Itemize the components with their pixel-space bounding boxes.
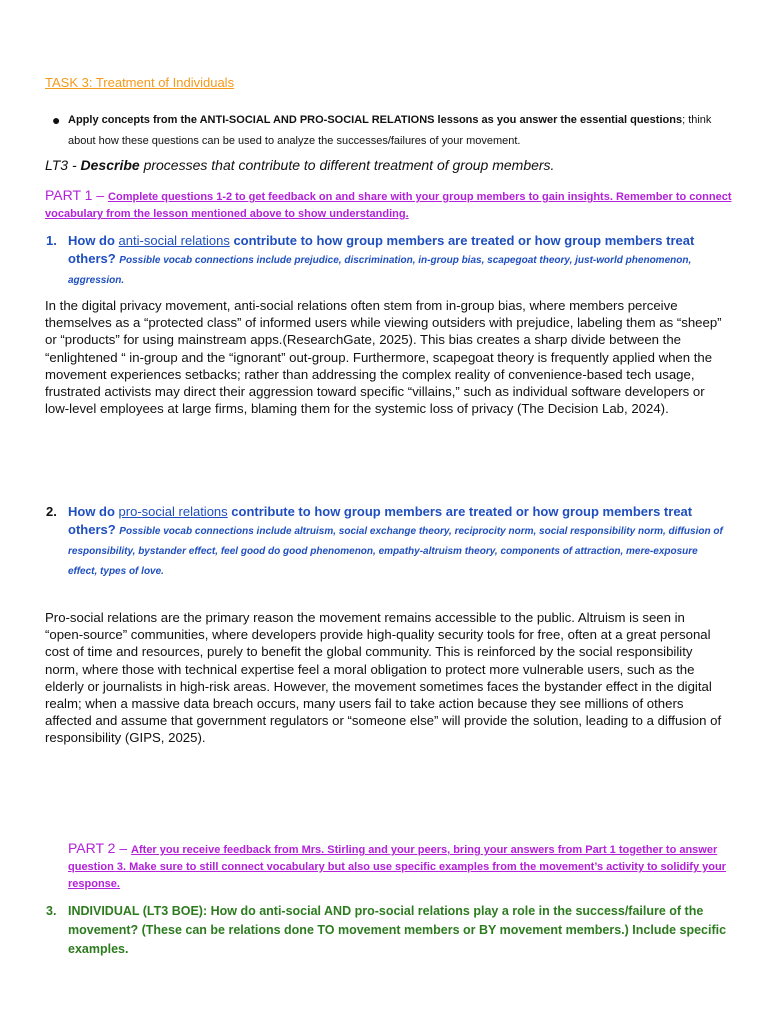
question-1-number: 1.: [46, 233, 57, 248]
learning-target-verb: Describe: [80, 157, 140, 173]
part1-heading: [45, 187, 735, 223]
question-1-prefix: How do: [68, 233, 119, 248]
question-3-text: INDIVIDUAL (LT3 BOE): How do anti-social AND pro-social relations play a role in the success/failure of the movement? (These can be relations done TO movement members or BY movement members.) Include specific examples.: [68, 904, 727, 956]
learning-target-label: LT3 -: [45, 157, 81, 173]
question-1-vocab: Possible vocab connections include prejudice, discrimination, in-group bias, scapegoat theory, just-world phenomenon, aggression.: [68, 255, 692, 286]
part1-label: PART 1 –: [45, 187, 109, 203]
instruction-bullet: [52, 110, 718, 152]
bullet-dot-icon: ●: [52, 112, 61, 128]
question-2-term: pro-social relations: [118, 504, 228, 519]
question-2-suffix: contribute to how group members are treated or how group members treat others?: [68, 504, 693, 537]
question-1-suffix: contribute to how group members are treated or how group members treat others?: [68, 233, 695, 266]
part2-text: After you receive feedback from Mrs. Stirling and your peers, bring your answers from Part 1 together to answer question 3. Make sure to still connect vocabulary but also use specific examples from the movement’s activity to solidify your response.: [68, 844, 726, 890]
question-1-term: anti-social relations: [118, 233, 230, 248]
question-2-number: 2.: [46, 504, 57, 519]
answer-2: Pro-social relations are the primary reason the movement remains accessible to the public. Altruism is seen in “open-source” communities, where developers provide high-quality security tools for free, often at a great personal cost of time and resources, purely to benefit the global community. This is reinforced by the social responsibility norm, where those with technical expertise feel a moral obligation to protect more vulnerable users, such as the elderly or journalists in high-risk areas. However, the movement sometimes faces the bystander effect in the digital realm; when a massive data breach occurs, many users fail to take action because they see millions of others affected and assume that government regulators or “someone else” will provide the solution, leading to a diffusion of responsibility (GIPS, 2025).: [45, 610, 722, 746]
question-3-number: 3.: [46, 904, 57, 918]
part1-text: Complete questions 1-2 to get feedback on and share with your group members to gain insights. Remember to connect vocabulary from the lesson mentioned above to show understanding.: [45, 191, 732, 220]
question-2-vocab: Possible vocab connections include altruism, social exchange theory, reciprocity norm, social responsibility norm, diffusion of responsibility, bystander effect, feel good do good phenomenon, empathy-altruism theory, components of attraction, mere-exposure effect, types of love.: [68, 526, 723, 577]
part2-heading: [68, 840, 728, 893]
instruction-rest-text: ; think about how these questions can be used to analyze the successes/failures of your movement.: [68, 114, 712, 147]
instruction-bold-text: Apply concepts from the ANTI-SOCIAL AND PRO-SOCIAL RELATIONS lessons as you answer the essential questions: [68, 114, 683, 126]
question-1: [46, 232, 728, 290]
part2-label: PART 2 –: [68, 840, 132, 856]
question-3: [46, 902, 728, 959]
question-2: [46, 503, 728, 581]
task-title: TASK 3: Treatment of Individuals: [45, 75, 235, 90]
learning-target-text: processes that contribute to different treatment of group members.: [139, 157, 555, 173]
question-2-prefix: How do: [68, 504, 119, 519]
learning-target: [45, 157, 735, 173]
answer-1: In the digital privacy movement, anti-social relations often stem from in-group bias, where members perceive themselves as a “protected class” of informed users while viewing outsiders with prejudice, labeling them as “sheep” or “products” for using mainstream apps.(ResearchGate, 2025). This bias creates a sharp divide between the “enlightened “ in-group and the “ignorant” out-group. Furthermore, scapegoat theory is frequently applied when the movement experiences setbacks; rather than addressing the complex reality of convenience-based tech usage, frustrated activists may direct their aggression toward specific “villains,” such as individual software developers or low-level employees at large firms, blaming them for the systemic loss of privacy (The Decision Lab, 2024).: [45, 298, 722, 417]
